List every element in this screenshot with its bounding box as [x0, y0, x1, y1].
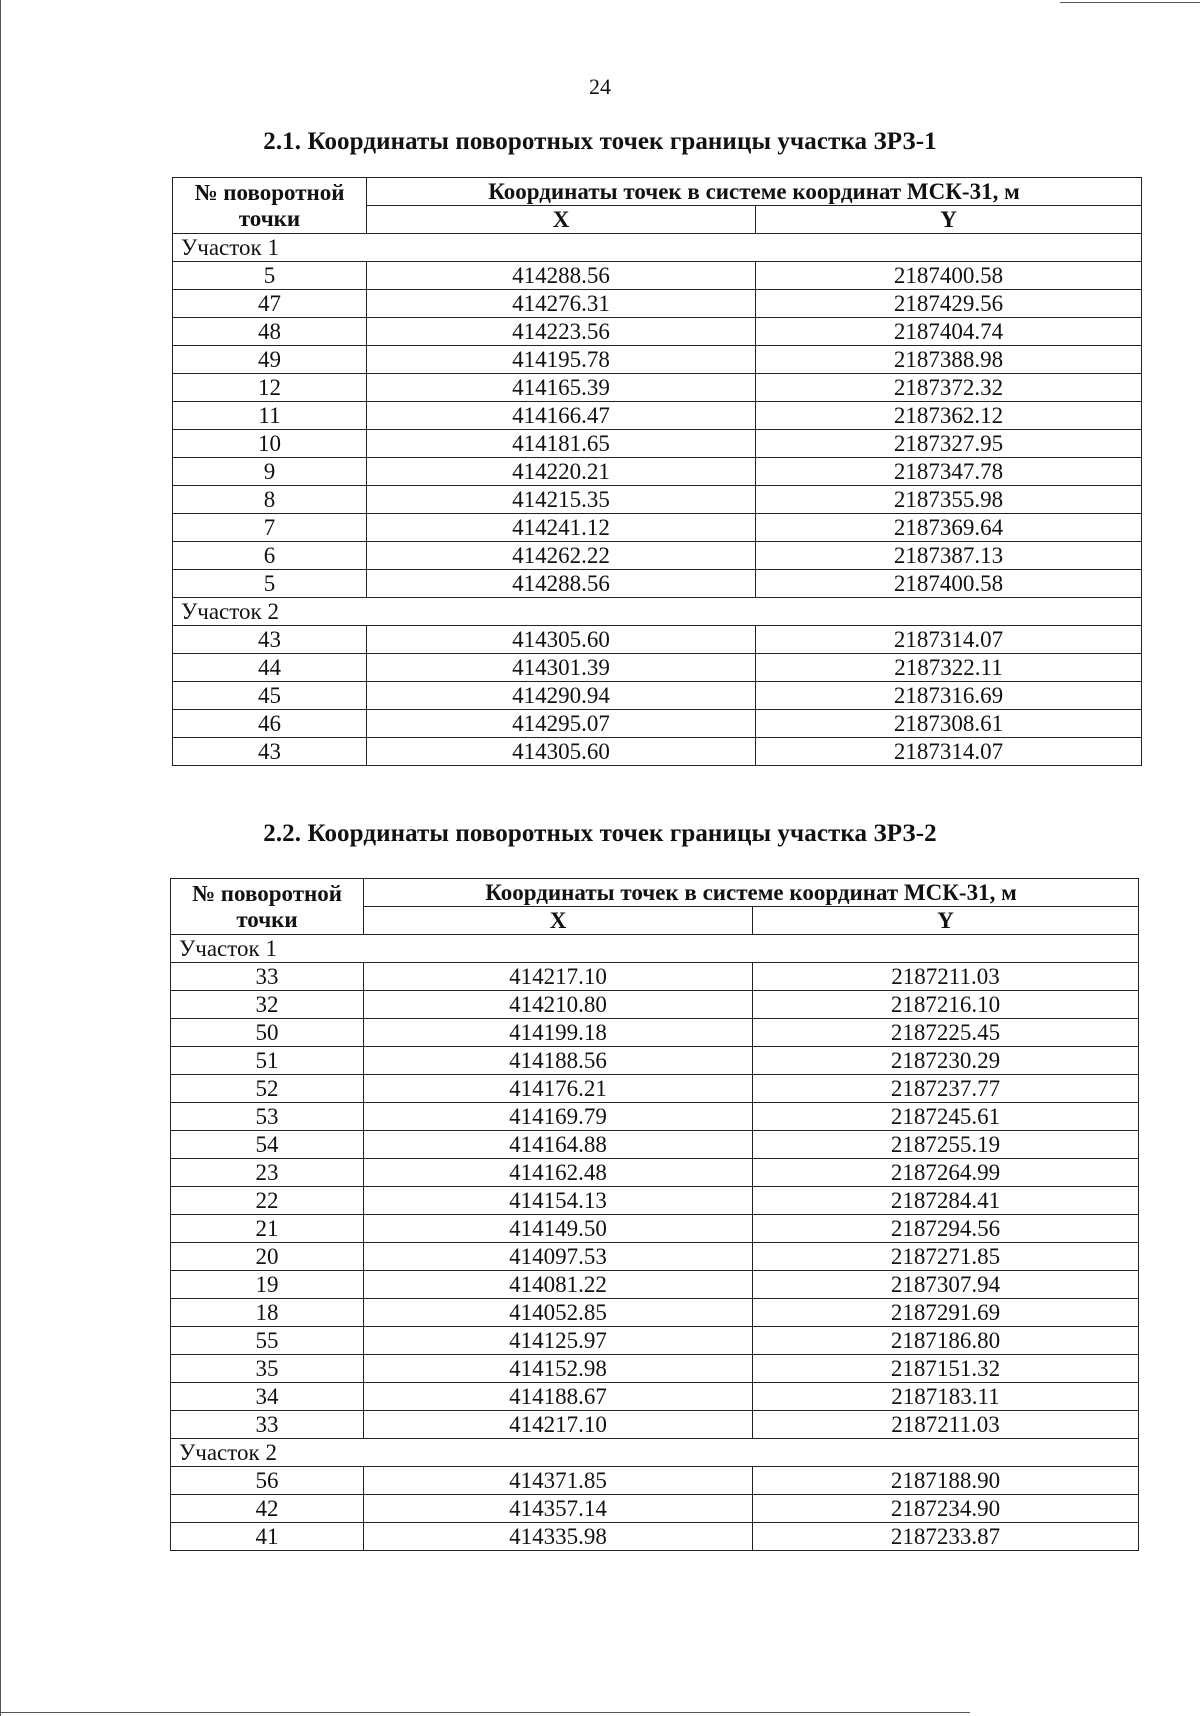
table-row: [171, 1243, 1139, 1271]
coordinates-table-2: [170, 878, 1139, 1551]
table-row: [171, 1411, 1139, 1439]
table-row: [173, 318, 1142, 346]
x-coordinate-cell: 414215.35: [367, 486, 756, 514]
table-row: [173, 654, 1142, 682]
section-label: Участок 1: [171, 935, 1139, 963]
table-row: [171, 1271, 1139, 1299]
x-coordinate-cell: 414223.56: [367, 318, 756, 346]
table-row: [173, 458, 1142, 486]
scan-edge-top: [1060, 2, 1200, 3]
point-number-cell: 5: [173, 262, 367, 290]
y-coordinate-cell: 2187237.77: [753, 1075, 1139, 1103]
y-coordinate-cell: 2187307.94: [753, 1271, 1139, 1299]
point-number-cell: 55: [171, 1327, 364, 1355]
point-number-cell: 44: [173, 654, 367, 682]
point-number-cell: 46: [173, 710, 367, 738]
y-coordinate-cell: 2187294.56: [753, 1215, 1139, 1243]
y-coordinate-cell: 2187291.69: [753, 1299, 1139, 1327]
point-number-cell: 6: [173, 542, 367, 570]
point-number-cell: 56: [171, 1467, 364, 1495]
x-header: X: [367, 206, 756, 234]
y-coordinate-cell: 2187387.13: [756, 542, 1142, 570]
point-number-cell: 48: [173, 318, 367, 346]
table-1-title: 2.1. Координаты поворотных точек границы участка ЗРЗ-1: [263, 128, 937, 155]
y-coordinate-cell: 2187211.03: [753, 963, 1139, 991]
x-coordinate-cell: 414288.56: [367, 570, 756, 598]
x-coordinate-cell: 414154.13: [364, 1187, 753, 1215]
y-coordinate-cell: 2187284.41: [753, 1187, 1139, 1215]
point-number-cell: 49: [173, 346, 367, 374]
y-coordinate-cell: 2187188.90: [753, 1467, 1139, 1495]
table-row: [171, 1047, 1139, 1075]
table-row: [171, 1327, 1139, 1355]
table-row: [173, 402, 1142, 430]
table-2-title: 2.2. Координаты поворотных точек границы участка ЗРЗ-2: [263, 820, 937, 847]
table-row: [171, 1019, 1139, 1047]
point-number-cell: 51: [171, 1047, 364, 1075]
x-coordinate-cell: 414371.85: [364, 1467, 753, 1495]
table-row: [171, 1383, 1139, 1411]
point-number-cell: 54: [171, 1131, 364, 1159]
x-coordinate-cell: 414188.56: [364, 1047, 753, 1075]
point-number-cell: 19: [171, 1271, 364, 1299]
coordinates-table-1: [172, 177, 1142, 766]
x-coordinate-cell: 414181.65: [367, 430, 756, 458]
table-row: [173, 486, 1142, 514]
x-coordinate-cell: 414162.48: [364, 1159, 753, 1187]
table-row: [173, 374, 1142, 402]
table-row: [173, 542, 1142, 570]
y-coordinate-cell: 2187316.69: [756, 682, 1142, 710]
point-number-cell: 22: [171, 1187, 364, 1215]
y-coordinate-cell: 2187211.03: [753, 1411, 1139, 1439]
y-coordinate-cell: 2187400.58: [756, 570, 1142, 598]
point-number-cell: 53: [171, 1103, 364, 1131]
y-coordinate-cell: 2187216.10: [753, 991, 1139, 1019]
x-coordinate-cell: 414125.97: [364, 1327, 753, 1355]
point-number-cell: 18: [171, 1299, 364, 1327]
point-number-cell: 41: [171, 1523, 364, 1551]
y-coordinate-cell: 2187388.98: [756, 346, 1142, 374]
x-coordinate-cell: 414188.67: [364, 1383, 753, 1411]
y-coordinate-cell: 2187183.11: [753, 1383, 1139, 1411]
y-coordinate-cell: 2187264.99: [753, 1159, 1139, 1187]
x-coordinate-cell: 414097.53: [364, 1243, 753, 1271]
y-coordinate-cell: 2187151.32: [753, 1355, 1139, 1383]
point-number-cell: 33: [171, 1411, 364, 1439]
x-coordinate-cell: 414335.98: [364, 1523, 753, 1551]
x-coordinate-cell: 414164.88: [364, 1131, 753, 1159]
point-number-cell: 9: [173, 458, 367, 486]
table-row: [171, 963, 1139, 991]
point-number-cell: 33: [171, 963, 364, 991]
table-row: [171, 991, 1139, 1019]
point-number-cell: 11: [173, 402, 367, 430]
point-number-cell: 52: [171, 1075, 364, 1103]
point-number-header: № поворотной точки: [173, 178, 367, 234]
x-coordinate-cell: 414290.94: [367, 682, 756, 710]
coordinates-header: Координаты точек в системе координат МСК-31, м: [367, 178, 1142, 206]
table-row: [171, 1355, 1139, 1383]
section-label: Участок 1: [173, 234, 1142, 262]
y-coordinate-cell: 2187404.74: [756, 318, 1142, 346]
x-coordinate-cell: 414169.79: [364, 1103, 753, 1131]
table-row: [171, 1159, 1139, 1187]
x-coordinate-cell: 414176.21: [364, 1075, 753, 1103]
scan-edge-left: [0, 0, 1, 1716]
x-coordinate-cell: 414262.22: [367, 542, 756, 570]
section-row: [171, 1439, 1139, 1467]
table-row: [173, 570, 1142, 598]
point-number-cell: 20: [171, 1243, 364, 1271]
y-coordinate-cell: 2187234.90: [753, 1495, 1139, 1523]
table-row: [173, 290, 1142, 318]
x-coordinate-cell: 414288.56: [367, 262, 756, 290]
table-row: [171, 1075, 1139, 1103]
table-row: [171, 1187, 1139, 1215]
table-row: [173, 626, 1142, 654]
y-coordinate-cell: 2187245.61: [753, 1103, 1139, 1131]
y-coordinate-cell: 2187230.29: [753, 1047, 1139, 1075]
y-coordinate-cell: 2187372.32: [756, 374, 1142, 402]
y-coordinate-cell: 2187322.11: [756, 654, 1142, 682]
x-coordinate-cell: 414276.31: [367, 290, 756, 318]
x-coordinate-cell: 414165.39: [367, 374, 756, 402]
y-header: Y: [753, 907, 1139, 935]
table-row: [173, 430, 1142, 458]
x-coordinate-cell: 414149.50: [364, 1215, 753, 1243]
section-row: [173, 598, 1142, 626]
table-row: [171, 1523, 1139, 1551]
y-coordinate-cell: 2187233.87: [753, 1523, 1139, 1551]
point-number-cell: 32: [171, 991, 364, 1019]
y-coordinate-cell: 2187362.12: [756, 402, 1142, 430]
y-coordinate-cell: 2187429.56: [756, 290, 1142, 318]
point-number-cell: 8: [173, 486, 367, 514]
scan-edge-bottom: [0, 1712, 970, 1713]
x-coordinate-cell: 414305.60: [367, 626, 756, 654]
x-coordinate-cell: 414217.10: [364, 1411, 753, 1439]
y-header: Y: [756, 206, 1142, 234]
x-coordinate-cell: 414301.39: [367, 654, 756, 682]
table-row: [171, 1131, 1139, 1159]
section-label: Участок 2: [173, 598, 1142, 626]
page-number: 24: [589, 74, 611, 99]
table-row: [173, 346, 1142, 374]
point-number-cell: 10: [173, 430, 367, 458]
table-row: [171, 1215, 1139, 1243]
point-number-cell: 47: [173, 290, 367, 318]
x-coordinate-cell: 414217.10: [364, 963, 753, 991]
point-number-cell: 35: [171, 1355, 364, 1383]
table-row: [173, 738, 1142, 766]
point-number-cell: 42: [171, 1495, 364, 1523]
point-number-cell: 12: [173, 374, 367, 402]
y-coordinate-cell: 2187314.07: [756, 738, 1142, 766]
table-row: [173, 710, 1142, 738]
section-row: [173, 234, 1142, 262]
coordinates-header: Координаты точек в системе координат МСК-31, м: [364, 879, 1139, 907]
table-row: [171, 1103, 1139, 1131]
x-coordinate-cell: 414166.47: [367, 402, 756, 430]
y-coordinate-cell: 2187347.78: [756, 458, 1142, 486]
point-number-cell: 34: [171, 1383, 364, 1411]
x-coordinate-cell: 414052.85: [364, 1299, 753, 1327]
point-number-cell: 50: [171, 1019, 364, 1047]
section-row: [171, 935, 1139, 963]
x-coordinate-cell: 414295.07: [367, 710, 756, 738]
x-coordinate-cell: 414210.80: [364, 991, 753, 1019]
point-number-header: № поворотной точки: [171, 879, 364, 935]
y-coordinate-cell: 2187355.98: [756, 486, 1142, 514]
table-row: [173, 262, 1142, 290]
y-coordinate-cell: 2187314.07: [756, 626, 1142, 654]
x-coordinate-cell: 414195.78: [367, 346, 756, 374]
y-coordinate-cell: 2187400.58: [756, 262, 1142, 290]
section-label: Участок 2: [171, 1439, 1139, 1467]
x-coordinate-cell: 414081.22: [364, 1271, 753, 1299]
y-coordinate-cell: 2187225.45: [753, 1019, 1139, 1047]
table-row: [171, 1495, 1139, 1523]
x-coordinate-cell: 414357.14: [364, 1495, 753, 1523]
y-coordinate-cell: 2187308.61: [756, 710, 1142, 738]
point-number-cell: 5: [173, 570, 367, 598]
point-number-cell: 43: [173, 738, 367, 766]
point-number-cell: 7: [173, 514, 367, 542]
x-header: X: [364, 907, 753, 935]
x-coordinate-cell: 414241.12: [367, 514, 756, 542]
x-coordinate-cell: 414220.21: [367, 458, 756, 486]
y-coordinate-cell: 2187369.64: [756, 514, 1142, 542]
y-coordinate-cell: 2187255.19: [753, 1131, 1139, 1159]
y-coordinate-cell: 2187186.80: [753, 1327, 1139, 1355]
table-row: [173, 682, 1142, 710]
y-coordinate-cell: 2187271.85: [753, 1243, 1139, 1271]
table-row: [171, 1299, 1139, 1327]
point-number-cell: 43: [173, 626, 367, 654]
x-coordinate-cell: 414305.60: [367, 738, 756, 766]
x-coordinate-cell: 414199.18: [364, 1019, 753, 1047]
table-row: [173, 514, 1142, 542]
table-row: [171, 1467, 1139, 1495]
y-coordinate-cell: 2187327.95: [756, 430, 1142, 458]
point-number-cell: 23: [171, 1159, 364, 1187]
point-number-cell: 45: [173, 682, 367, 710]
point-number-cell: 21: [171, 1215, 364, 1243]
x-coordinate-cell: 414152.98: [364, 1355, 753, 1383]
